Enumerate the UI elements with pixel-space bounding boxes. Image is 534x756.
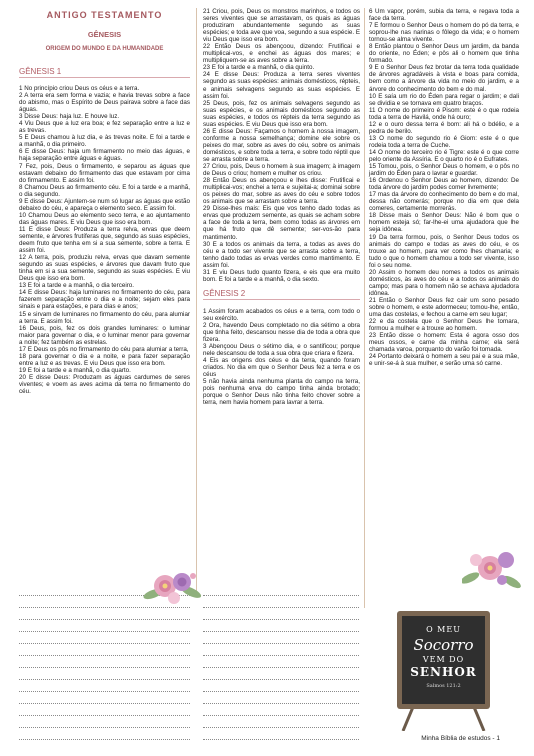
- verse: 10 Chamou Deus ao elemento seco terra, e ao ajuntamento das águas mares. E viu Deus que isso era bom.: [19, 211, 190, 226]
- verse: 24 E disse Deus: Produza a terra seres viventes segundo as suas espécies: animais domésticos, répteis, e animais selvagens segundo as suas espécies. E assim foi.: [203, 71, 360, 100]
- note-line: [203, 704, 359, 716]
- verse: 5 E Deus chamou à luz dia, e às trevas noite. E foi a tarde e a manhã, o dia primeiro.: [19, 134, 190, 149]
- note-line: [19, 644, 190, 656]
- testament-title: ANTIGO TESTAMENTO: [46, 10, 163, 20]
- verse: 16 Ordenou o Senhor Deus ao homem, dizendo: De toda árvore do jardim podes comer livremente;: [369, 177, 519, 192]
- verse-list: [369, 8, 519, 367]
- page-footer: Minha Bíblia de estudos - 1: [421, 735, 500, 742]
- book-name: GÊNESIS: [87, 30, 122, 39]
- verse: 13 E foi a tarde e a manhã, o dia terceiro.: [19, 282, 134, 290]
- note-line: [203, 692, 359, 704]
- column-divider: [364, 8, 365, 608]
- note-line: [19, 716, 190, 728]
- note-line: [203, 680, 359, 692]
- verse: 19 E foi a tarde e a manhã, o dia quarto.: [19, 366, 131, 374]
- verse: 23 Então disse o homem: Esta é agora osso dos meus ossos, e carne da minha carne; ela será chamada varoa, porquanto do varão foi tomada.: [369, 332, 519, 354]
- chapter-heading: GÊNESIS 1: [19, 67, 190, 78]
- verse: 18 Disse mais o Senhor Deus: Não é bom que o homem esteja só; far-lhe-ei uma ajudadora que lhe seja idônea.: [369, 212, 519, 234]
- verse: 1 Assim foram acabados os céus e a terra, com todo o seu exército.: [203, 307, 360, 322]
- verse: 9 E o Senhor Deus fez brotar da terra toda qualidade de árvores agradáveis à vista e boas para comida, bem como a árvore da vida no meio do jardim, e a árvore do conhecimento do bem e do mal.: [369, 64, 519, 93]
- verse: 3 Abençoou Deus o sétimo dia, e o santificou; porque nele descansou de toda a sua obra que criara e fizera.: [203, 343, 360, 358]
- verse: 4 Viu Deus que a luz era boa; e fez separação entre a luz e as trevas.: [19, 120, 190, 135]
- verse: 2 A terra era sem forma e vazia; e havia trevas sobre a face do abismo, mas o Espírito de Deus pairava sobre a face das águas.: [19, 92, 190, 114]
- note-line: [19, 728, 190, 740]
- note-line: [203, 596, 359, 608]
- note-line: [19, 704, 190, 716]
- verse: 11 O nome do primeiro é Pisom: este é o que rodeia toda a terra de Havilá, onde há ouro;: [369, 106, 519, 121]
- sign-line-3: VEM DO: [422, 655, 465, 664]
- verse: 6 Um vapor, porém, subia da terra, e regava toda a face da terra.: [369, 8, 519, 23]
- verse: 1 No princípio criou Deus os céus e a terra.: [19, 85, 140, 92]
- verse: 20 Assim o homem deu nomes a todos os animais domésticos, às aves do céu e a todos os animais do campo; mas para o homem não se achava ajudadora idônea.: [369, 268, 519, 297]
- verse: 29 Disse-lhes mais: Eis que vos tenho dado todas as ervas que produzem semente, as quais se acham sobre a face de toda a terra, bem como todas as árvores em que há fruto que dê semente; ser-vos-ão para mantimento.: [203, 205, 360, 241]
- note-line: [19, 656, 190, 668]
- column-divider: [196, 8, 197, 594]
- verse-list: [203, 8, 360, 283]
- verse: 5 não havia ainda nenhuma planta do campo na terra, pois nenhuma erva do campo tinha ainda brotado; porque o Senhor Deus não tinha feito chover sobre a terra, nem havia homem para lavrar a terra.: [203, 378, 360, 407]
- book-subtitle: ORIGEM DO MUNDO E DA HUMANIDADE: [45, 46, 164, 52]
- verse: 10 E saía um rio do Éden para regar o jardim; e dali se dividia e se tornava em quatro braços.: [369, 92, 519, 107]
- note-line: [19, 620, 190, 632]
- verse: 19 Da terra formou, pois, o Senhor Deus todos os animais do campo e todas as aves do céu, e os trouxe ao homem, para ver como lhes chamaria; e tudo o que o homem chamou a todo ser vivente, isso foi o seu nome.: [369, 233, 519, 269]
- note-line: [203, 632, 359, 644]
- verse: 21 Criou, pois, Deus os monstros marinhos, e todos os seres viventes que se arrastavam, os quais as águas produziram abundantemente segundo as suas espécies; e toda ave que voa, segundo a sua espécie. E viu Deus que isso era bom.: [203, 8, 360, 44]
- flower-decoration-icon: [462, 542, 522, 597]
- sign-line-2: Socorro: [413, 636, 474, 654]
- verse: 26 E disse Deus: Façamos o homem à nossa imagem, conforme a nossa semelhança; domine ele sobre os peixes do mar, sobre as aves do céu, sobre os animais domésticos, e sobre toda a terra, e sobre todo réptil que se arrasta sobre a terra.: [203, 127, 360, 163]
- verse: 18 para governar o dia e a noite, e para fazer separação entre a luz e as trevas. E viu Deus que isso era bom.: [19, 352, 190, 367]
- verse: 22 Então Deus os abençoou, dizendo: Frutificai e multiplicai-vos, e enchei as águas dos mares; e multipliquem-se as aves sobre a terra.: [203, 43, 360, 65]
- sign-reference: Salmos 121:2: [426, 683, 461, 689]
- verse-list: [203, 308, 360, 407]
- verse: 8 Chamou Deus ao firmamento céu. E foi a tarde e a manhã, o dia segundo.: [19, 183, 190, 198]
- verse: 6 E disse Deus: haja um firmamento no meio das águas, e haja separação entre águas e águas.: [19, 148, 190, 163]
- note-line: [203, 584, 359, 596]
- note-line: [203, 656, 359, 668]
- verse: 17 E Deus os pôs no firmamento do céu para alumiar a terra,: [19, 345, 189, 353]
- note-line: [203, 620, 359, 632]
- verse: 15 Tomou, pois, o Senhor Deus o homem, e o pôs no jardim do Éden para o lavrar e guardar.: [369, 163, 519, 178]
- verse: 14 E disse Deus: haja luminares no firmamento do céu, para fazerem separação entre o dia e a noite; sejam eles para sinais e para estações, e para dias e anos;: [19, 289, 190, 311]
- note-line: [203, 728, 359, 740]
- sign-line-4: SENHOR: [410, 665, 477, 679]
- verse: 23 E foi a tarde e a manhã, o dia quinto.: [203, 64, 315, 72]
- note-line: [19, 632, 190, 644]
- verse: 13 O nome do segundo rio é Giom: este é o que rodeia toda a terra de Cuche.: [369, 134, 519, 149]
- note-line: [203, 716, 359, 728]
- note-line: [203, 668, 359, 680]
- verse: 14 O nome do terceiro rio é Tigre: este é o que corre pelo oriente da Assíria. E o quarto rio é o Eufrates.: [369, 148, 519, 163]
- verse: 25 Deus, pois, fez os animais selvagens segundo as suas espécies, e os animais domésticos segundo as suas espécies, e todos os répteis da terra segundo as suas espécies. E viu Deus que isso era bom.: [203, 99, 360, 128]
- verse: 3 Disse Deus: haja luz. E houve luz.: [19, 113, 120, 121]
- chapter-heading: GÊNESIS 2: [203, 289, 360, 300]
- verse: 16 Deus, pois, fez os dois grandes luminares: o luminar maior para governar o dia, e o luminar menor para governar a noite; fez também as estrelas.: [19, 324, 190, 346]
- verse: 7 Fez, pois, Deus o firmamento, e separou as águas que estavam debaixo do firmamento das que estavam por cima do firmamento. E assim foi.: [19, 162, 190, 184]
- verse: 22 e da costela que o Senhor Deus lhe tomara, formou a mulher e a trouxe ao homem.: [369, 318, 519, 333]
- text-column-1: [19, 8, 190, 395]
- note-line: [19, 668, 190, 680]
- verse: 20 E disse Deus: Produzam as águas cardumes de seres viventes; e voem as aves acima da terra no firmamento do céu.: [19, 373, 190, 396]
- flower-decoration-icon: [143, 562, 203, 612]
- verse: 12 e o ouro dessa terra é bom: ali há o bdélio, e a pedra de berilo.: [369, 120, 519, 135]
- chalkboard-sign: [393, 607, 494, 731]
- verse: 17 mas da árvore do conhecimento do bem e do mal, dessa não comerás; porque no dia em que dela comeres, certamente morrerás.: [369, 191, 519, 213]
- verse: 4 Eis as origens dos céus e da terra, quando foram criados. No dia em que o Senhor Deus fez a terra e os céus: [203, 357, 360, 379]
- verse: 30 E a todos os animais da terra, a todas as aves do céu e a todo ser vivente que se arrasta sobre a terra, tenho dado todas as ervas verdes como mantimento. E assim foi.: [203, 240, 360, 269]
- verse: 7 E formou o Senhor Deus o homem do pó da terra, e soprou-lhe nas narinas o fôlego da vida; e o homem tornou-se alma vivente.: [369, 22, 519, 44]
- note-line: [203, 608, 359, 620]
- text-column-2: [203, 8, 360, 406]
- verse: 27 Criou, pois, Deus o homem à sua imagem; à imagem de Deus o criou; homem e mulher os criou.: [203, 163, 360, 178]
- verse: 11 E disse Deus: Produza a terra relva, ervas que deem semente, e árvores frutíferas que, segundo as suas espécies, deem fruto que tenha em si a sua semente, sobre a terra. E assim foi.: [19, 225, 190, 255]
- sign-line-1: O MEU: [426, 625, 461, 634]
- verse: 2 Ora, havendo Deus completado no dia sétimo a obra que tinha feito, descansou nesse dia de toda a obra que fizera.: [203, 321, 360, 344]
- verse: 12 A terra, pois, produziu relva, ervas que davam semente segundo as suas espécies, e árvores que davam fruto que tinha em si a sua semente, segundo as suas espécies. E viu Deus que isso era bom.: [19, 254, 190, 283]
- verse-list: [19, 85, 190, 395]
- note-line: [19, 692, 190, 704]
- notes-lines-right: [203, 584, 359, 740]
- verse: 21 Então o Senhor Deus fez cair um sono pesado sobre o homem, e este adormeceu; tomou-lhe, então, uma das costelas, e fechou a carne em seu lugar;: [369, 296, 519, 319]
- note-line: [203, 644, 359, 656]
- note-line: [19, 680, 190, 692]
- verse: 28 Então Deus os abençoou e lhes disse: Frutificai e multiplicai-vos; enchei a terra e sujeitai-a; dominai sobre os peixes do mar, sobre as aves do céu e sobre todos os animais que se arrastam sobre a terra.: [203, 177, 360, 206]
- verse: 9 E disse Deus: Ajuntem-se num só lugar as águas que estão debaixo do céu, e apareça o elemento seco. E assim foi.: [19, 197, 190, 212]
- verse: 24 Portanto deixará o homem a seu pai e a sua mãe, e unir-se-á à sua mulher, e serão uma só carne.: [369, 353, 519, 368]
- text-column-3: [369, 8, 519, 367]
- verse: 31 E viu Deus tudo quanto fizera, e eis que era muito bom. E foi a tarde e a manhã, o dia sexto.: [203, 268, 360, 283]
- verse: 8 Então plantou o Senhor Deus um jardim, da banda do oriente, no Éden; e pôs ali o homem que tinha formado.: [369, 43, 519, 65]
- verse: 15 e sirvam de luminares no firmamento do céu, para alumiar a terra. E assim foi.: [19, 310, 190, 325]
